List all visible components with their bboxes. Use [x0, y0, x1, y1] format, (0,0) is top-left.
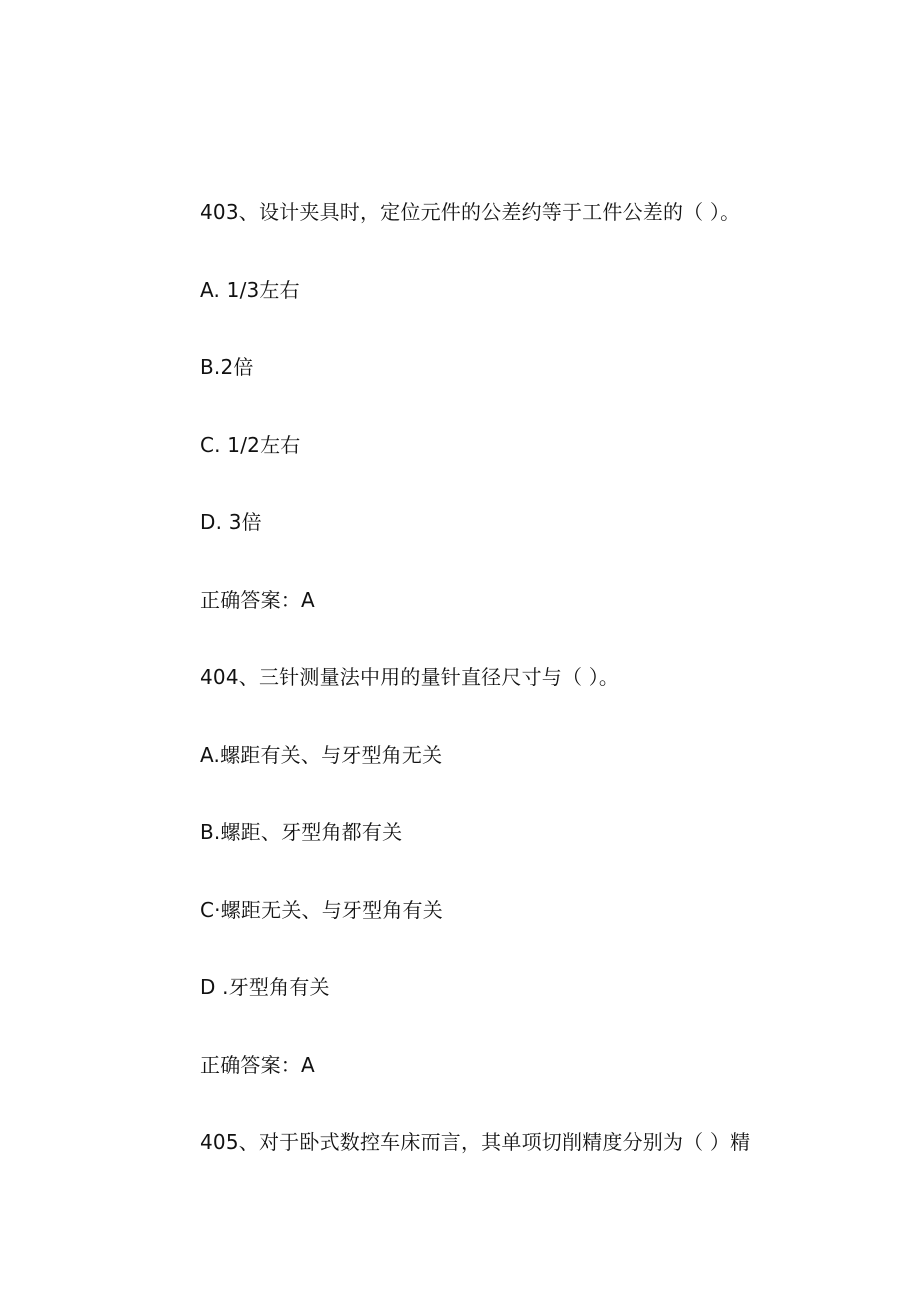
question-404-option-b: B.螺距、牙型角都有关 — [200, 820, 403, 844]
question-403-option-a: A. 1/3左右 — [200, 278, 300, 302]
question-404-option-d: D .牙型角有关 — [200, 975, 330, 999]
question-403-option-b: B.2倍 — [200, 355, 254, 379]
question-403-option-d: D. 3倍 — [200, 510, 262, 534]
question-404-answer: 正确答案：A — [200, 1053, 315, 1077]
question-404-stem: 404、三针测量法中用的量针直径尺寸与（ ）。 — [200, 665, 620, 689]
question-404-option-c: C·螺距无关、与牙型角有关 — [200, 898, 443, 922]
question-403-option-c: C. 1/2左右 — [200, 433, 301, 457]
question-404-option-a: A.螺距有关、与牙型角无关 — [200, 743, 443, 767]
question-405-stem: 405、对于卧式数控车床而言，其单项切削精度分别为（ ）精 — [200, 1130, 751, 1154]
question-403-stem: 403、设计夹具时，定位元件的公差约等于工件公差的（ ）。 — [200, 200, 741, 224]
question-403-answer: 正确答案：A — [200, 588, 315, 612]
